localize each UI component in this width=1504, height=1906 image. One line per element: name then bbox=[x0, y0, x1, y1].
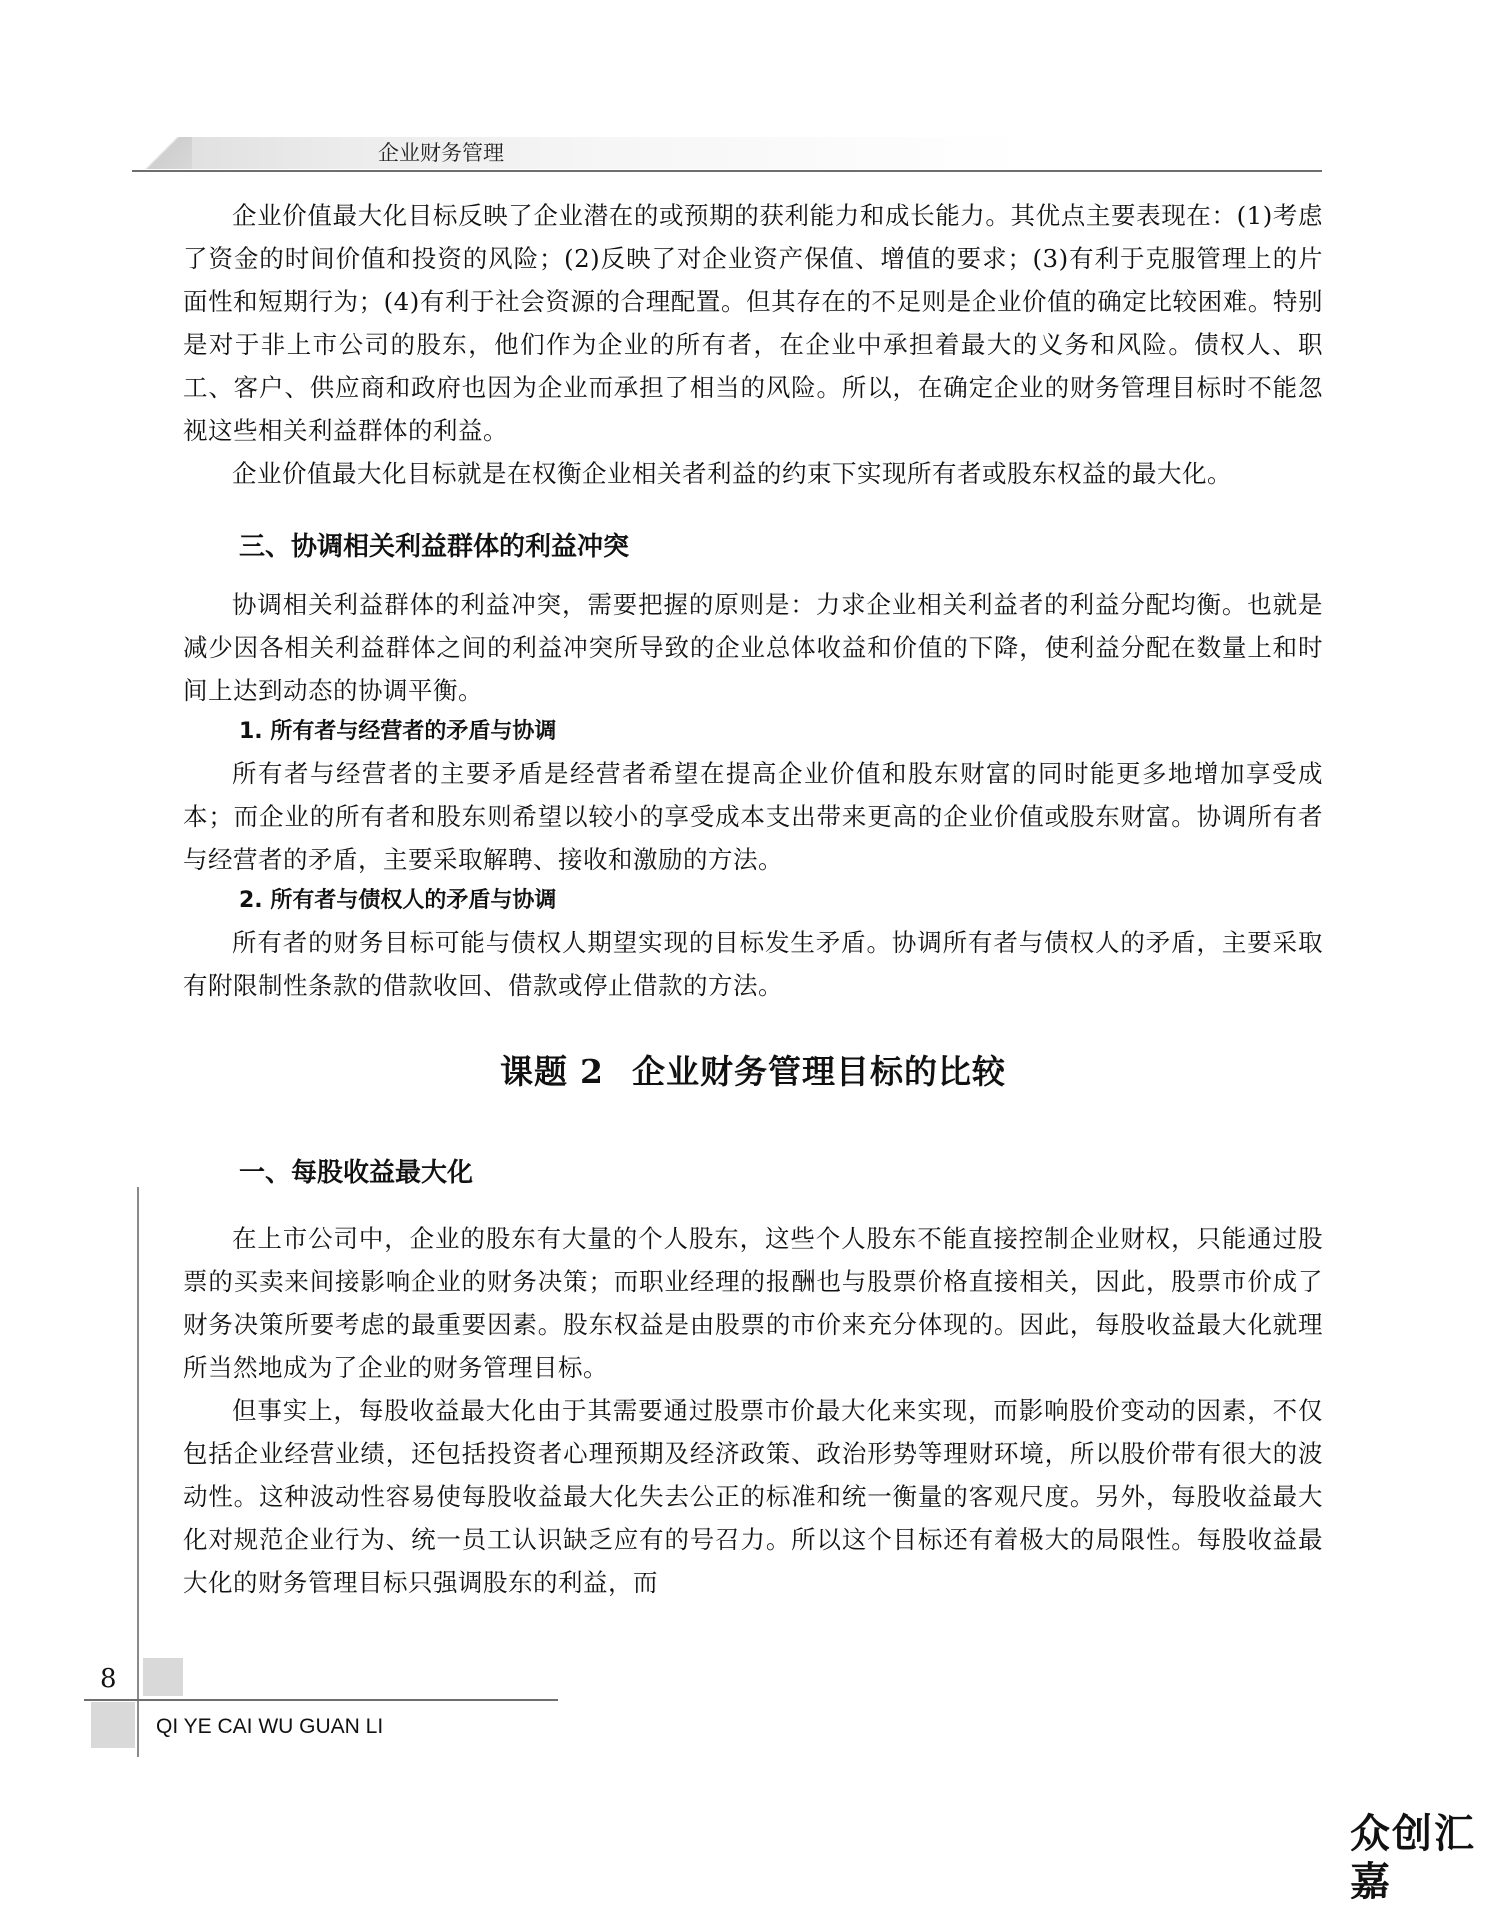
page-body bbox=[183, 194, 1323, 1604]
header-band bbox=[132, 137, 1322, 169]
header-wedge bbox=[132, 137, 192, 169]
subheading-owner-creditor: 2. 所有者与债权人的矛盾与协调 bbox=[239, 888, 557, 913]
margin-rule bbox=[137, 1187, 139, 1757]
lesson-title bbox=[183, 1037, 1323, 1107]
watermark-text: 众创汇嘉 bbox=[1350, 1811, 1476, 1905]
lesson-title-text: 企业财务管理目标的比较 bbox=[631, 1052, 1006, 1091]
lesson-label: 课题 bbox=[500, 1052, 569, 1091]
paragraph-owner-creditor: 所有者的财务目标可能与债权人期望实现的目标发生矛盾。协调所有者与债权人的矛盾，主要采取有附限制性条款的借款收回、借款或停止借款的方法。 bbox=[183, 928, 1323, 1000]
subheading-owner-manager: 1. 所有者与经营者的矛盾与协调 bbox=[239, 719, 557, 744]
paragraph-eps-2: 但事实上，每股收益最大化由于其需要通过股票市价最大化来实现，而影响股价变动的因素，不仅包括企业经营业绩，还包括投资者心理预期及经济政策、政治形势等理财环境，所以股价带有很大的波动性。这种波动性容易使每股收益最大化失去公正的标准和统一衡量的客观尺度。另外，每股收益最大化对规范企业行为、统一员工认识缺乏应有的号召力。所以这个目标还有着极大的局限性。每股收益最大化的财务管理目标只强调股东的利益，而 bbox=[183, 1396, 1323, 1597]
lesson-number: 2 bbox=[580, 1052, 604, 1091]
page-number: 8 bbox=[100, 1664, 117, 1694]
footer-box bbox=[91, 1702, 135, 1748]
footer-rule bbox=[84, 1699, 558, 1701]
paragraph-owner-manager: 所有者与经营者的主要矛盾是经营者希望在提高企业价值和股东财富的同时能更多地增加享受成本；而企业的所有者和股东则希望以较小的享受成本支出带来更高的企业价值或股东财富。协调所有者与经营者的矛盾，主要采取解聘、接收和激励的方法。 bbox=[183, 759, 1323, 874]
header-rule bbox=[132, 170, 1322, 172]
paragraph-eps-1: 在上市公司中，企业的股东有大量的个人股东，这些个人股东不能直接控制企业财权，只能通过股票的买卖来间接影响企业的财务决策；而职业经理的报酬也与股票价格直接相关，因此，股票市价成了财务决策所要考虑的最重要因素。股东权益是由股票的市价来充分体现的。因此，每股收益最大化就理所当然地成为了企业的财务管理目标。 bbox=[183, 1224, 1323, 1382]
paragraph-coordination-intro: 协调相关利益群体的利益冲突，需要把握的原则是：力求企业相关利益者的利益分配均衡。也就是减少因各相关利益群体之间的利益冲突所导致的企业总体收益和价值的下降，使利益分配在数量上和时间上达到动态的协调平衡。 bbox=[183, 590, 1323, 705]
running-header-title: 企业财务管理 bbox=[378, 141, 504, 165]
section-heading-coordination: 三、协调相关利益群体的利益冲突 bbox=[239, 532, 630, 562]
section-heading-eps: 一、每股收益最大化 bbox=[239, 1158, 474, 1188]
paragraph-advantages: 企业价值最大化目标反映了企业潜在的或预期的获利能力和成长能力。其优点主要表现在：(1)考虑了资金的时间价值和投资的风险；(2)反映了对企业资产保值、增值的要求；(3)有利于克服管理上的片面性和短期行为；(4)有利于社会资源的合理配置。但其存在的不足则是企业价值的确定比较困难。特别是对于非上市公司的股东，他们作为企业的所有者，在企业中承担着最大的义务和风险。债权人、职工、客户、供应商和政府也因为企业而承担了相当的风险。所以，在确定企业的财务管理目标时不能忽视这些相关利益群体的利益。 bbox=[183, 201, 1323, 445]
footer-pinyin-title: QI YE CAI WU GUAN LI bbox=[156, 1715, 384, 1738]
paragraph-definition: 企业价值最大化目标就是在权衡企业相关者利益的约束下实现所有者或股东权益的最大化。 bbox=[232, 459, 1232, 488]
footer-box bbox=[143, 1658, 183, 1696]
